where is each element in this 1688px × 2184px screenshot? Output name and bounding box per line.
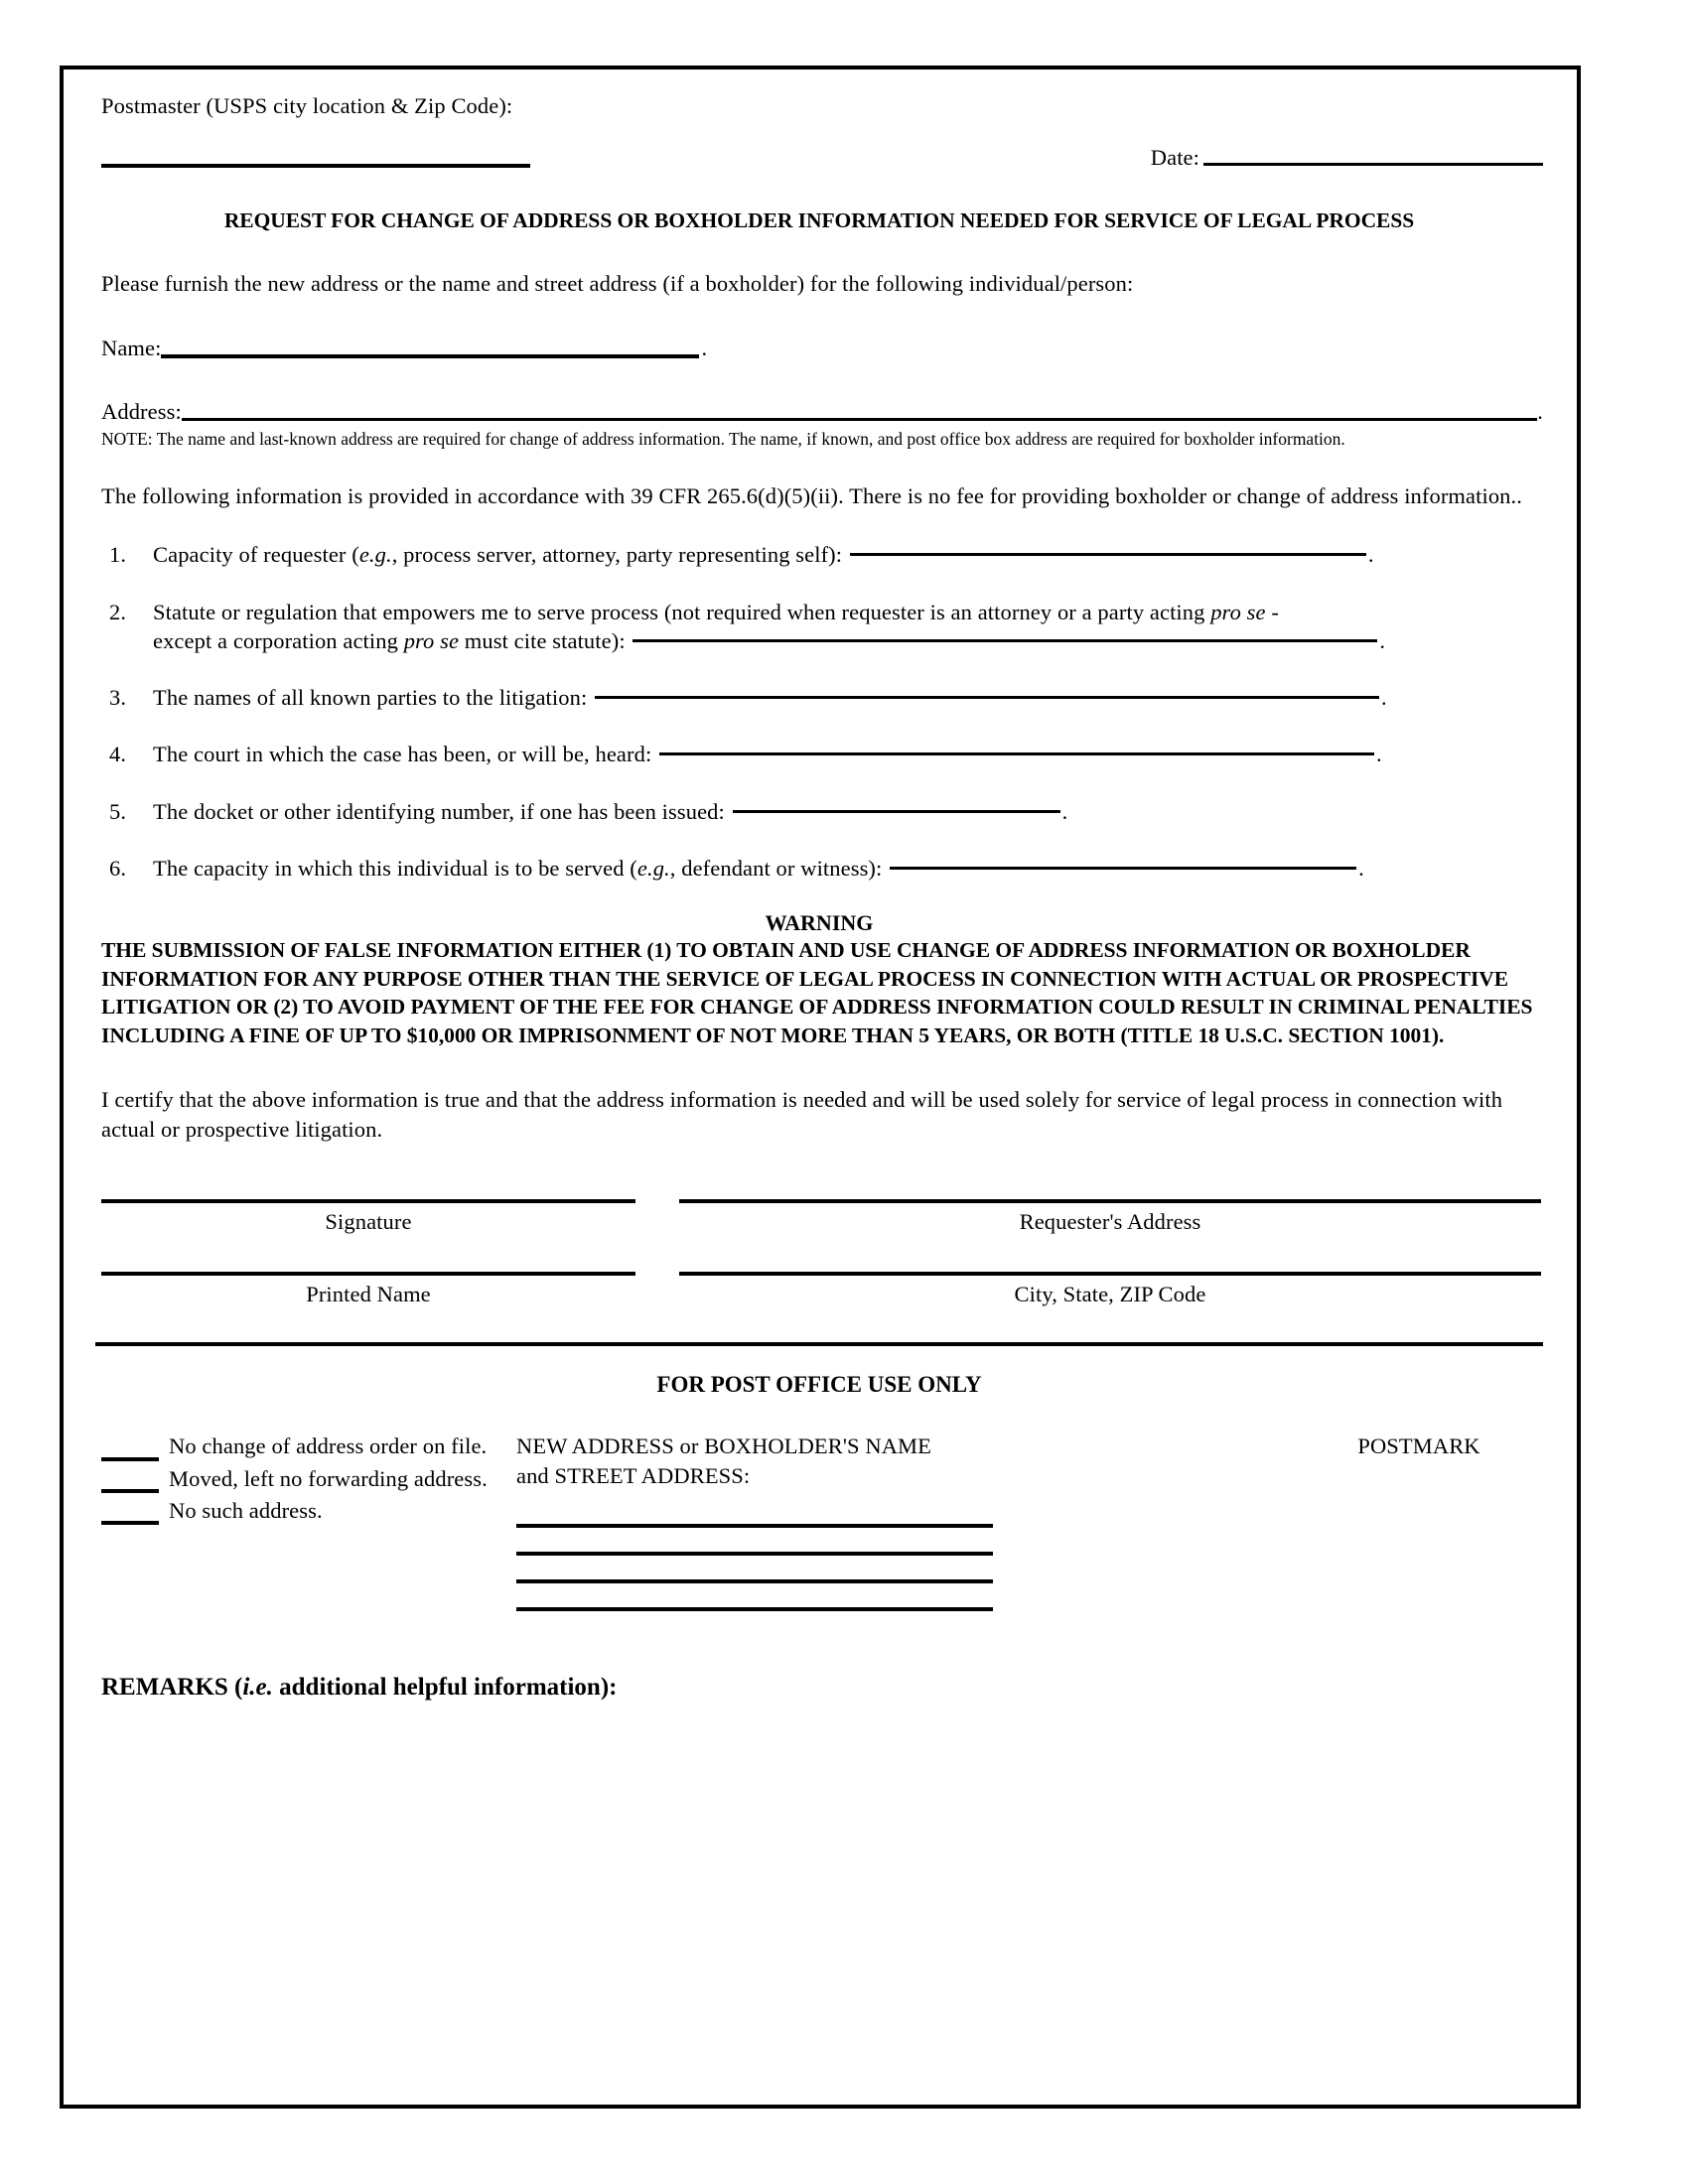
item5-input-rule[interactable] bbox=[733, 810, 1060, 813]
postmark-area bbox=[1295, 1432, 1543, 1460]
name-label: Name: bbox=[101, 336, 162, 361]
address-field-row bbox=[95, 397, 1543, 426]
item1-input-rule[interactable] bbox=[850, 553, 1366, 556]
signature-caption: Signature bbox=[325, 1208, 412, 1234]
signature-block bbox=[95, 1199, 1543, 1309]
list-item-body bbox=[153, 683, 1543, 712]
check-option[interactable] bbox=[101, 1464, 498, 1493]
postmark-label: POSTMARK bbox=[1357, 1433, 1480, 1459]
printed-name-caption: Printed Name bbox=[306, 1282, 431, 1307]
item2-text-a: Statute or regulation that empowers me to serve process (not required when requester is an attorney or a party acting bbox=[153, 599, 1211, 624]
list-item-number: 6. bbox=[109, 855, 127, 881]
item4-trailing: . bbox=[1376, 742, 1382, 767]
list-item-number: 4. bbox=[109, 742, 127, 767]
item4-text: The court in which the case has been, or will be, heard: bbox=[153, 742, 658, 767]
cfr-paragraph: The following information is provided in accordance with 39 CFR 265.6(d)(5)(ii). There is no fee for providing boxholder or change of address information.. bbox=[101, 483, 1522, 509]
item3-input-rule[interactable] bbox=[595, 696, 1379, 699]
list-item-body bbox=[153, 797, 1543, 826]
item6-input-rule[interactable] bbox=[890, 867, 1356, 870]
check-option[interactable] bbox=[101, 1496, 498, 1525]
address-note: NOTE: The name and last-known address are required for change of address information. The name, if known, and post office box address are required for boxholder information. bbox=[101, 428, 1345, 449]
item5-trailing: . bbox=[1061, 798, 1068, 824]
form-border-frame bbox=[60, 66, 1581, 2109]
item2-text-b: - bbox=[1265, 599, 1279, 624]
signature-field bbox=[101, 1199, 635, 1236]
list-item-body bbox=[153, 598, 1543, 656]
check-blank-no-such-address[interactable] bbox=[101, 1499, 159, 1525]
requester-address-caption: Requester's Address bbox=[1019, 1208, 1201, 1234]
post-office-checks bbox=[101, 1432, 498, 1528]
postmaster-label: Postmaster (USPS city location & Zip Code): bbox=[101, 93, 513, 118]
requester-address-field bbox=[679, 1199, 1541, 1236]
list-item bbox=[95, 740, 1543, 768]
address-trailing-period: . bbox=[1537, 398, 1543, 424]
remarks-heading bbox=[95, 1674, 1543, 1702]
item5-text: The docket or other identifying number, if one has been issued: bbox=[153, 798, 731, 824]
new-address-label-line2: and STREET ADDRESS: bbox=[516, 1462, 751, 1488]
item2-input-rule[interactable] bbox=[633, 639, 1377, 642]
postmaster-input-rule[interactable] bbox=[101, 164, 530, 168]
item2-italic: pro se bbox=[1210, 599, 1266, 624]
item2-line2-italic: pro se bbox=[403, 627, 460, 653]
new-address-label-line1: NEW ADDRESS or BOXHOLDER'S NAME bbox=[516, 1433, 932, 1459]
item3-trailing: . bbox=[1381, 685, 1387, 711]
list-item-body bbox=[153, 540, 1543, 569]
new-address-line-2[interactable] bbox=[516, 1552, 993, 1556]
intro-paragraph: Please furnish the new address or the name and street address (if a boxholder) for the following individual/person: bbox=[101, 271, 1134, 296]
list-item-body bbox=[153, 854, 1543, 883]
new-address-section bbox=[516, 1432, 1013, 1635]
post-office-grid bbox=[95, 1432, 1543, 1660]
signature-row-first bbox=[101, 1199, 1541, 1236]
date-input-rule[interactable] bbox=[1203, 163, 1543, 166]
check-blank-moved[interactable] bbox=[101, 1467, 159, 1493]
item2-line2-b: must cite statute): bbox=[459, 627, 632, 653]
check-label-no-change: No change of address order on file. bbox=[169, 1433, 488, 1459]
list-item bbox=[95, 854, 1543, 883]
item6-text-b: , defendant or witness): bbox=[669, 855, 889, 881]
list-item bbox=[95, 683, 1543, 712]
item3-text: The names of all known parties to the litigation: bbox=[153, 685, 594, 711]
section-divider-rule bbox=[95, 1342, 1543, 1346]
remarks-text-a: REMARKS ( bbox=[101, 1674, 243, 1702]
requester-address-input-rule[interactable] bbox=[679, 1199, 1541, 1203]
printed-name-field bbox=[101, 1272, 635, 1308]
list-item-number: 2. bbox=[109, 599, 127, 624]
new-address-line-1[interactable] bbox=[516, 1524, 993, 1528]
numbered-questions-list bbox=[95, 540, 1543, 883]
form-content bbox=[64, 69, 1577, 2105]
check-label-no-such-address: No such address. bbox=[169, 1497, 323, 1523]
item1-text-b: , process server, attorney, party representing self): bbox=[391, 542, 848, 568]
signature-row-second bbox=[101, 1272, 1541, 1308]
list-item bbox=[95, 598, 1543, 656]
printed-name-input-rule[interactable] bbox=[101, 1272, 635, 1276]
item2-trailing: . bbox=[1379, 627, 1386, 653]
header-row bbox=[95, 91, 1543, 195]
item1-italic: e.g. bbox=[358, 542, 392, 568]
name-field-row bbox=[95, 334, 1543, 362]
city-state-zip-caption: City, State, ZIP Code bbox=[1014, 1282, 1206, 1307]
new-address-line-3[interactable] bbox=[516, 1579, 993, 1583]
list-item bbox=[95, 540, 1543, 569]
address-label: Address: bbox=[101, 398, 182, 424]
item4-input-rule[interactable] bbox=[659, 752, 1374, 755]
remarks-text-b: additional helpful information): bbox=[272, 1674, 618, 1702]
item1-text-a: Capacity of requester ( bbox=[153, 542, 359, 568]
signature-input-rule[interactable] bbox=[101, 1199, 635, 1203]
city-state-zip-field bbox=[679, 1272, 1541, 1308]
new-address-line-4[interactable] bbox=[516, 1607, 993, 1611]
certification-paragraph: I certify that the above information is true and that the address information is needed and will be used solely for service of legal process in connection with actual or prospective litigation. bbox=[101, 1087, 1503, 1142]
document-title: REQUEST FOR CHANGE OF ADDRESS OR BOXHOLDER INFORMATION NEEDED FOR SERVICE OF LEGAL PROCESS bbox=[223, 208, 1415, 232]
check-label-moved: Moved, left no forwarding address. bbox=[169, 1465, 488, 1491]
date-label: Date: bbox=[1150, 145, 1199, 170]
check-blank-no-change[interactable] bbox=[101, 1435, 159, 1461]
item6-italic: e.g. bbox=[636, 855, 670, 881]
city-state-zip-input-rule[interactable] bbox=[679, 1272, 1541, 1276]
list-item-number: 5. bbox=[109, 798, 127, 824]
warning-heading: WARNING bbox=[765, 910, 874, 936]
warning-body: THE SUBMISSION OF FALSE INFORMATION EITHER (1) TO OBTAIN AND USE CHANGE OF ADDRESS INFORMATION OR BOXHOLDER INFORMATION FOR ANY PURPOSE OTHER THAN THE SERVICE OF LEGAL PROCESS IN CONNECTION WITH ACTUAL OR PROSPECTIVE LITIGATION OR (2) TO AVOID PAYMENT OF THE FEE FOR CHANGE OF ADDRESS INFORMATION COULD RESULT IN CRIMINAL PENALTIES INCLUDING A FINE OF UP TO $10,000 OR IMPRISONMENT OF NOT MORE THAN 5 YEARS, OR BOTH (TITLE 18 U.S.C. SECTION 1001). bbox=[101, 938, 1533, 1047]
item6-trailing: . bbox=[1358, 855, 1364, 881]
check-option[interactable] bbox=[101, 1432, 498, 1460]
new-address-write-lines bbox=[516, 1524, 1013, 1611]
list-item-number: 1. bbox=[109, 542, 127, 568]
post-office-heading: FOR POST OFFICE USE ONLY bbox=[656, 1372, 982, 1398]
name-input-rule[interactable] bbox=[161, 354, 699, 358]
name-trailing-period: . bbox=[701, 336, 708, 361]
item1-trailing: . bbox=[1367, 542, 1374, 568]
address-input-rule[interactable] bbox=[182, 418, 1537, 421]
date-field-group bbox=[1151, 143, 1543, 172]
item6-text-a: The capacity in which this individual is to be served ( bbox=[153, 855, 637, 881]
list-item-body bbox=[153, 740, 1543, 768]
remarks-italic: i.e. bbox=[242, 1674, 273, 1702]
list-item bbox=[95, 797, 1543, 826]
item2-line2-a: except a corporation acting bbox=[153, 627, 404, 653]
list-item-number: 3. bbox=[109, 685, 127, 711]
